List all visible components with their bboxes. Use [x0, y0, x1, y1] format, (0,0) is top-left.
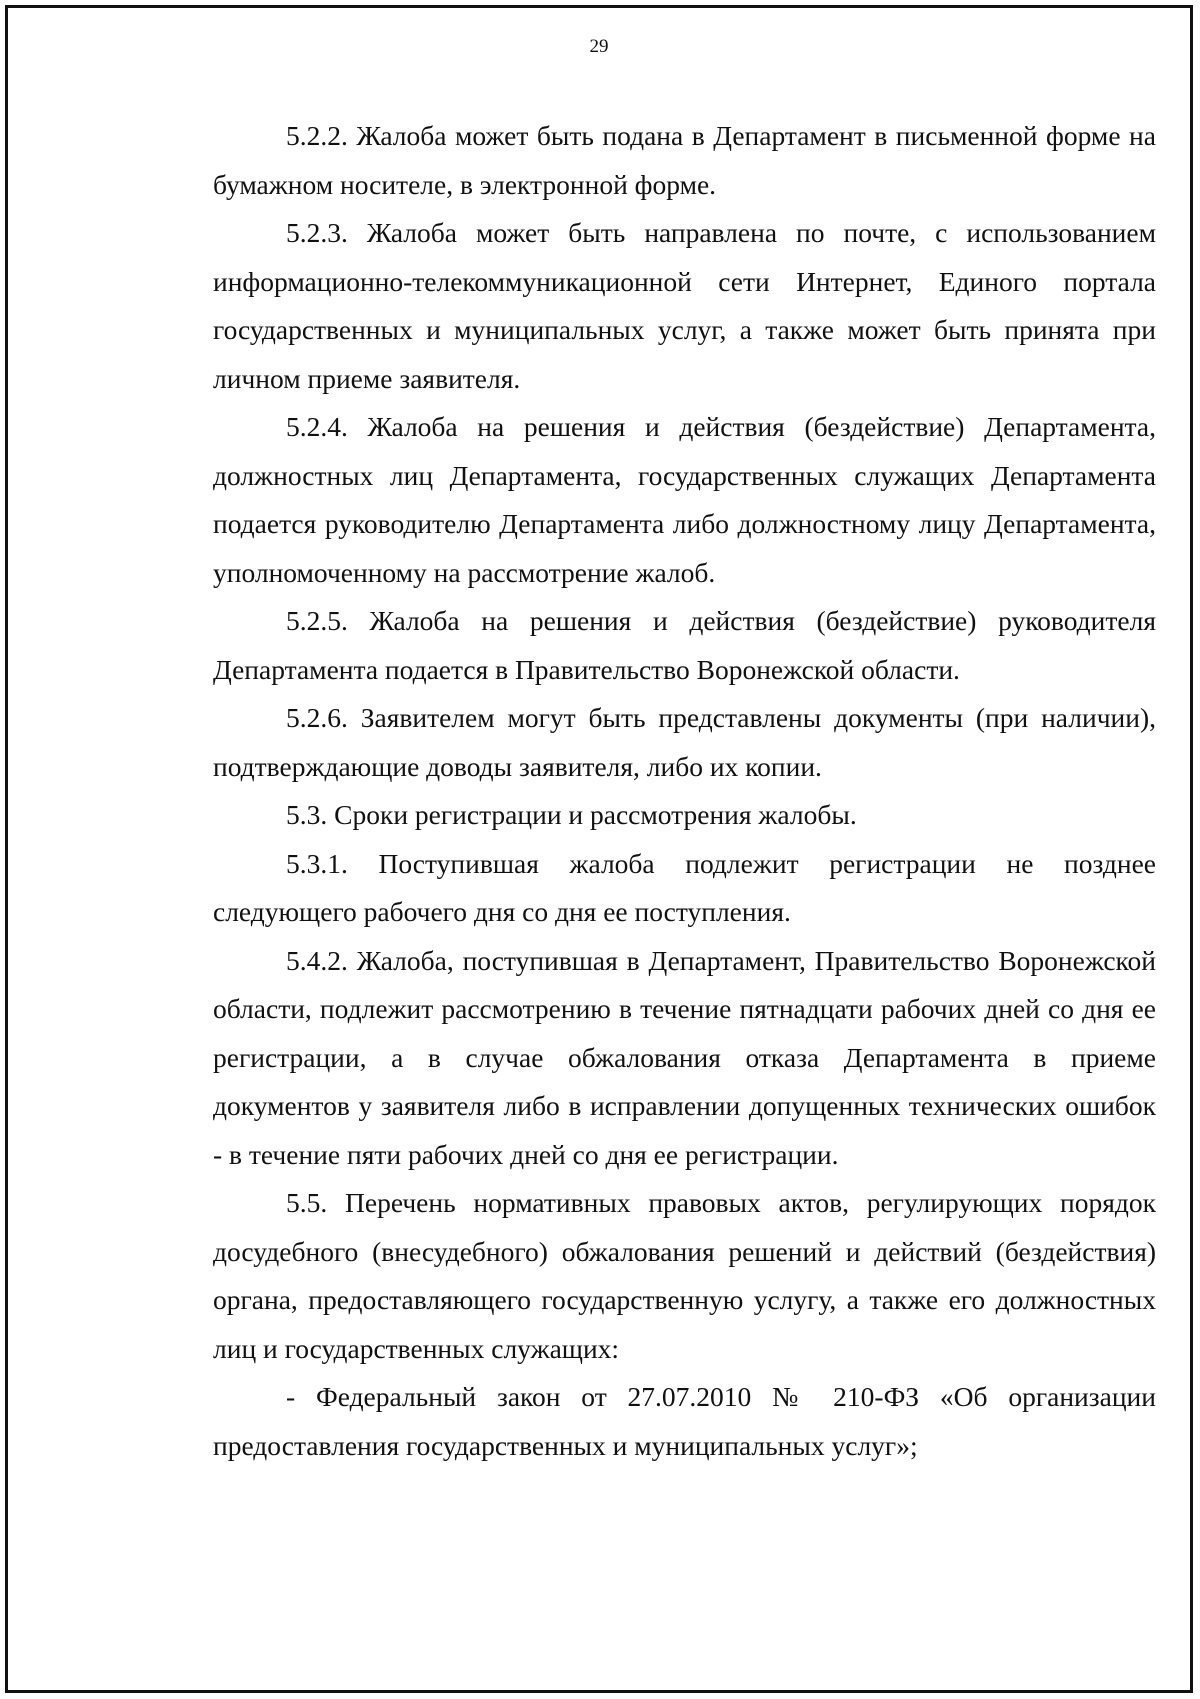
paragraph-5-5: 5.5. Перечень нормативных правовых актов, регулирующих порядок досудебного (внесудебного) обжалования решений и действий (бездействия) органа, предоставляющего государственную услугу, а также его должностных лиц и государственных служащих: [213, 1187, 1156, 1364]
paragraph-federal-law: - Федеральный закон от 27.07.2010 № 210-ФЗ «Об организации предоставления государственных и муниципальных услуг»; [213, 1381, 1156, 1461]
paragraph-5-2-4: 5.2.4. Жалоба на решения и действия (бездействие) Департамента, должностных лиц Департамента, государственных служащих Департамента подается руководителю Департамента либо должностному лицу Департамента, уполномоченному на рассмотрение жалоб. [213, 411, 1156, 588]
paragraph-5-4-2: 5.4.2. Жалоба, поступившая в Департамент, Правительство Воронежской области, подлежит рассмотрению в течение пятнадцати рабочих дней со дня ее регистрации, а в случае обжалования отказа Департамента в приеме документов у заявителя либо в исправлении допущенных технических ошибок - в течение пяти рабочих дней со дня ее регистрации. [213, 944, 1156, 1170]
paragraph-5-3-1: 5.3.1. Поступившая жалоба подлежит регистрации не позднее следующего рабочего дня со дня ее поступления. [213, 847, 1156, 927]
paragraph-5-2-6: 5.2.6. Заявителем могут быть представлены документы (при наличии), подтверждающие доводы заявителя, либо их копии. [213, 702, 1156, 782]
paragraph-5-2-2: 5.2.2. Жалоба может быть подана в Департамент в письменной форме на бумажном носителе, в электронной форме. [213, 120, 1156, 200]
paragraph-5-2-5: 5.2.5. Жалоба на решения и действия (бездействие) руководителя Департамента подается в Правительство Воронежской области. [213, 605, 1156, 685]
page-number: 29 [589, 36, 609, 57]
paragraph-5-3: 5.3. Сроки регистрации и рассмотрения жалобы. [286, 799, 857, 830]
document-body [213, 112, 1156, 1470]
document-page [5, 5, 1193, 1693]
paragraph-5-2-3: 5.2.3. Жалоба может быть направлена по почте, с использованием информационно-телекоммуникационной сети Интернет, Единого портала государственных и муниципальных услуг, а также может быть принята при личном приеме заявителя. [213, 217, 1156, 394]
